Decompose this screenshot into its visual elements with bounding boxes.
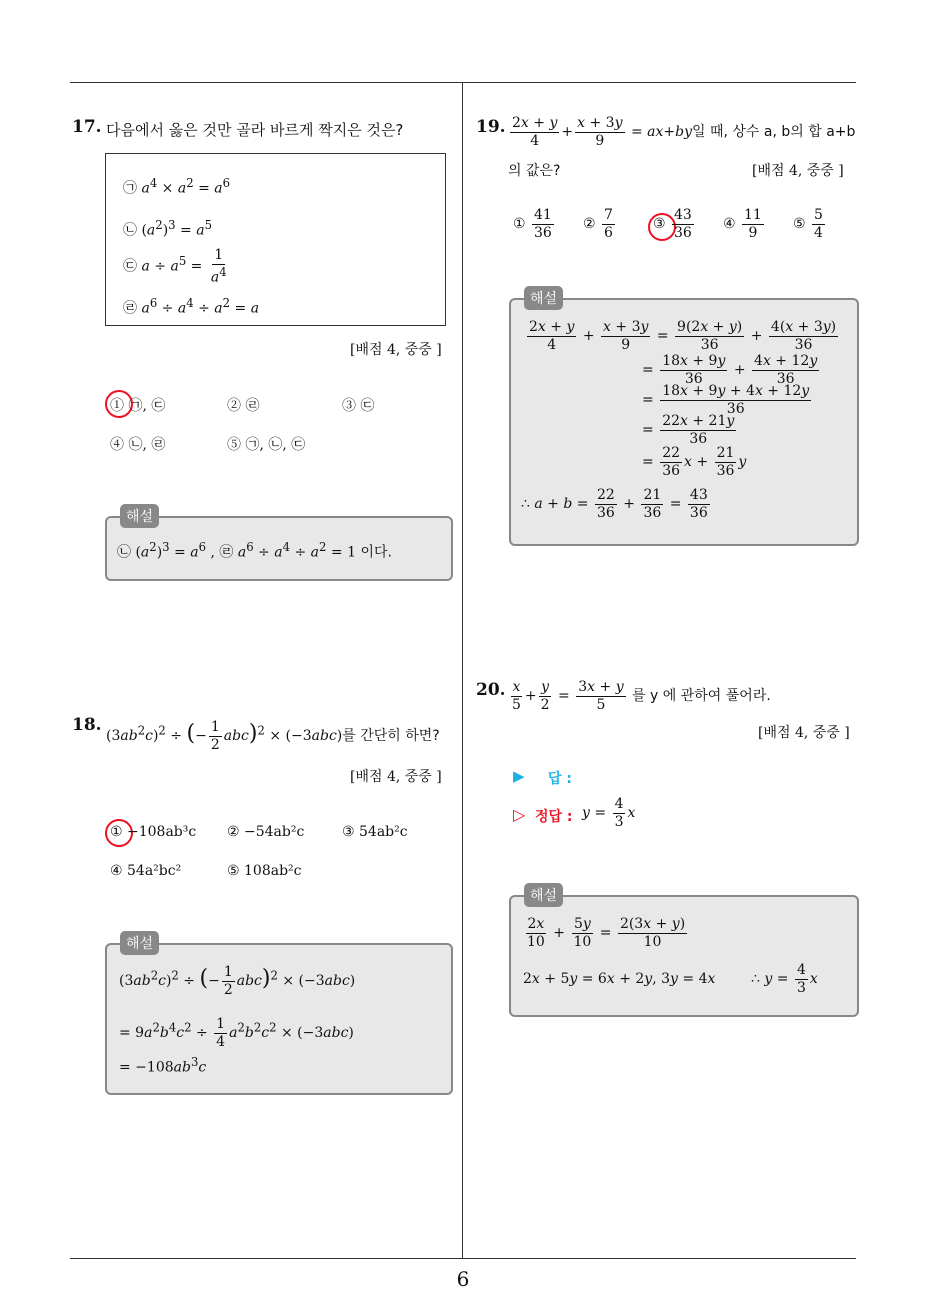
q18-solution-line-1: $(3ab^2c)^2$ ÷ (− $\frac{1}{2}$ abc)$^2$ × (−3abc): [119, 964, 356, 998]
q19-solution-line-4: = $\frac{22x + 21y}{36}$: [642, 413, 735, 447]
q19-choice-2[interactable]: ② $\frac{7}{6}$: [583, 207, 613, 241]
q20-correct-value: y = $\frac{4}{3}$ x: [582, 796, 636, 830]
q20-number: 20.: [476, 680, 506, 700]
q20-correct-label: 정답 :: [535, 809, 573, 825]
q20-answer-label[interactable]: 답 :: [548, 771, 572, 787]
q18-number: 18.: [72, 715, 102, 735]
q19-solution-line-1: $\frac{2x + y}{4}$ + $\frac{x + 3y}{9}$ = $\frac{9(2x + y)}{36}$ + $\frac{4(x + 3y)}{36}$: [529, 319, 837, 353]
q18-text-tail: 를 간단히 하면?: [342, 728, 440, 745]
q17-item-d: ㉣ $a^6 \div a^4 \div a^2 = a$: [123, 296, 260, 317]
q20-meta: [배점 4, 중중 ]: [758, 725, 850, 741]
q18-choice-5[interactable]: ⑤ 108ab²c: [227, 863, 302, 879]
q18-choice-1[interactable]: ① −108ab³c: [110, 824, 197, 840]
bottom-rule: [70, 1258, 856, 1259]
q17-text: 다음에서 옳은 것만 골라 바르게 짝지은 것은?: [106, 121, 404, 139]
q18-choice-2[interactable]: ② −54ab²c: [227, 824, 305, 840]
q20-text-tail: 를 y 에 관하여 풀어라.: [632, 688, 771, 705]
q17-choice-3[interactable]: ③ ㉢: [342, 398, 375, 414]
q17-number: 17.: [72, 117, 102, 137]
q17-solution-tag: 해설: [120, 504, 159, 528]
q17-item-c: ㉢ $a \div a^5$ = $\frac{1}{a^4}$: [123, 247, 227, 286]
q19-solution-line-6: ∴ a + b = $\frac{22}{36}$ + $\frac{21}{36}$ = $\frac{43}{36}$: [521, 487, 708, 521]
q20-solution-line-1: $\frac{2x}{10}$ + $\frac{5y}{10}$ = $\frac{2(3x + y)}{10}$: [527, 916, 686, 950]
page-number: 6: [456, 1267, 470, 1291]
q17-item-b: ㉡ $(a^2)^3 = a^5$: [123, 218, 213, 239]
q19-solution-line-5: = $\frac{22}{36}$ x + $\frac{21}{36}$ y: [642, 445, 747, 479]
q19-solution-tag: 해설: [524, 286, 563, 310]
q20-correct-arrow-icon: ▷: [513, 805, 526, 824]
q18-text: $(3ab^2c)^2$ ÷ (− $\frac{1}{2}$ abc)$^2$ × (−3abc)를 간단히 하면?: [106, 719, 440, 753]
q19-solution-line-3: = $\frac{18x + 9y + 4x + 12y}{36}$: [642, 383, 810, 417]
q17-choice-2[interactable]: ② ㉣: [227, 398, 260, 414]
q19-meta: [배점 4, 중중 ]: [752, 163, 844, 179]
q17-choice-1[interactable]: ① ㉠, ㉢: [110, 398, 166, 414]
q19-solution-line-2: = $\frac{18x + 9y}{36}$ + $\frac{4x + 12y}{36}$: [642, 353, 818, 387]
q19-choice-5[interactable]: ⑤ $\frac{5}{4}$: [793, 207, 823, 241]
q18-solution-line-3: = $-108ab^3c$: [119, 1055, 207, 1076]
q20-solution-line-2: 2x + 5y = 6x + 2y, 3y = 4x ∴ y = $\frac{4}{3}$ x: [523, 962, 818, 996]
q19-text: $\frac{2x + y}{4}$ + $\frac{x + 3y}{9}$ = ax+by일 때, 상수 a, b의 합 a+b: [512, 115, 856, 149]
q17-item-a: ㉠ $a^4 \times a^2 = a^6$: [123, 176, 231, 197]
q18-meta: [배점 4, 중중 ]: [350, 769, 442, 785]
q17-choice-5[interactable]: ⑤ ㉠, ㉡, ㉢: [227, 437, 306, 453]
q18-solution-box: [105, 943, 453, 1095]
q20-answer-arrow-icon: ▶: [513, 767, 525, 785]
q20-text: $\frac{x}{5}$ + $\frac{y}{2}$ = $\frac{3x + y}{5}$ 를 y 에 관하여 풀어라.: [512, 679, 771, 713]
q17-condition-box: [105, 153, 446, 326]
top-rule: [70, 82, 856, 83]
q18-solution-line-2: = $9a^2b^4c^2$ ÷ $\frac{1}{4}$ $a^2b^2c^2 \times (-3abc)$: [119, 1016, 354, 1050]
column-divider: [462, 83, 463, 1259]
q19-text-tail: 일 때, 상수 a, b의 합 a+b: [692, 124, 856, 141]
q19-number: 19.: [476, 117, 506, 137]
q20-solution-tag: 해설: [524, 883, 563, 907]
q17-solution-text: ㉡ $(a^2)^3 = a^6$ , ㉣ $a^6 \div a^4 \div a^2 = 1$ 이다.: [117, 540, 392, 561]
q18-choice-3[interactable]: ③ 54ab²c: [342, 824, 408, 840]
q19-choice-1[interactable]: ① $\frac{41}{36}$: [513, 207, 552, 241]
q20-solution-box: [509, 895, 859, 1017]
q19-choice-4[interactable]: ④ $\frac{11}{9}$: [723, 207, 762, 241]
q19-text2: 의 값은?: [508, 163, 561, 179]
q17-meta: [배점 4, 중중 ]: [350, 342, 442, 358]
q19-choice-3[interactable]: ③ $\frac{43}{36}$: [653, 207, 692, 241]
q18-choice-4[interactable]: ④ 54a²bc²: [110, 863, 182, 879]
q18-solution-tag: 해설: [120, 931, 159, 955]
q17-choice-4[interactable]: ④ ㉡, ㉣: [110, 437, 166, 453]
q19-solution-box: [509, 298, 859, 546]
